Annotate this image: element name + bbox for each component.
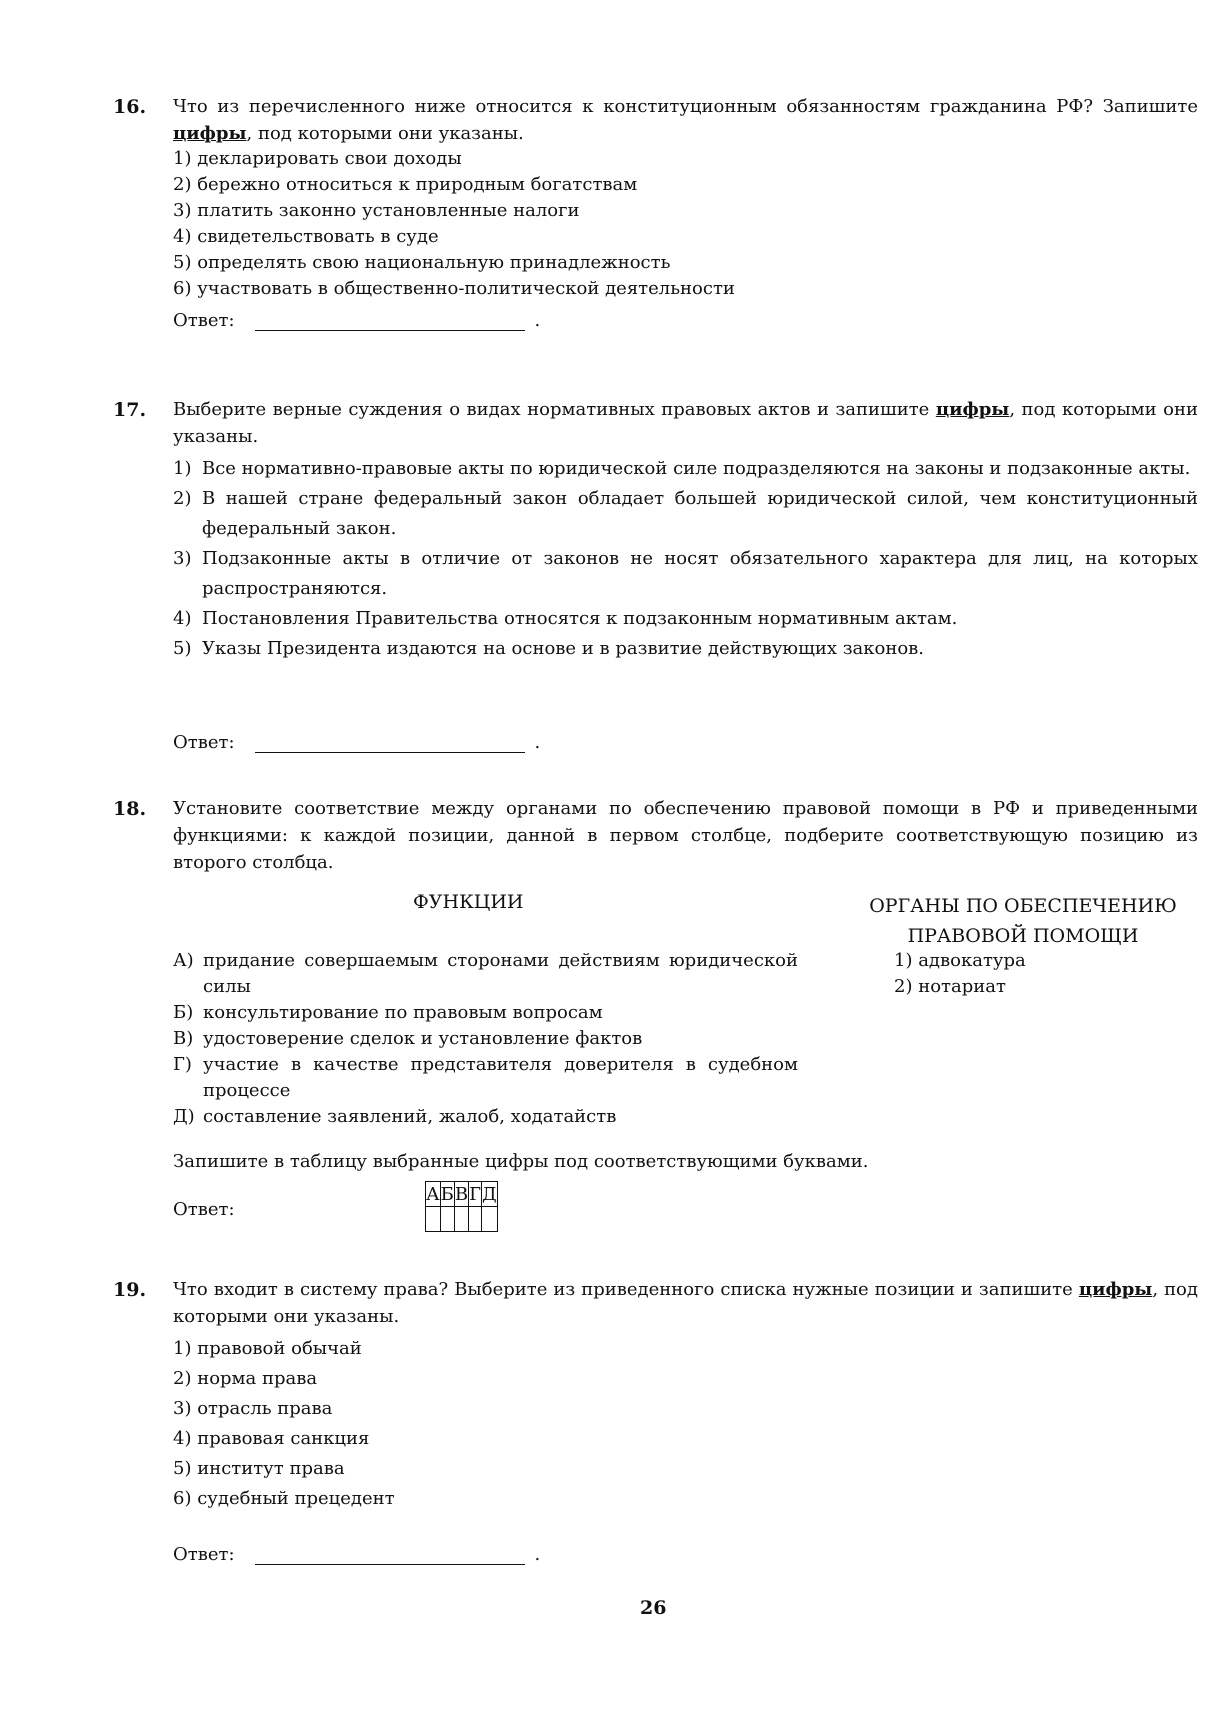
functions-header: ФУНКЦИИ: [413, 891, 524, 913]
emphasis-digits: цифры: [1078, 1279, 1153, 1300]
answer-row: Ответ: .: [173, 732, 541, 753]
organs-header: ОРГАНЫ ПО ОБЕСПЕЧЕНИЮ ПРАВОВОЙ ПОМОЩИ: [869, 895, 1177, 947]
list-item: 5) определять свою национальную принадлежность: [173, 252, 671, 273]
list-item: Б) консультирование по правовым вопросам: [173, 1002, 603, 1023]
table-header: Г: [469, 1183, 482, 1205]
list-item: 5) институт права: [173, 1458, 345, 1479]
functions-list: [173, 948, 798, 1130]
emphasis-digits: цифры: [935, 399, 1010, 420]
list-item: 2) норма права: [173, 1368, 318, 1389]
list-item: 3) платить законно установленные налоги: [173, 200, 580, 221]
table-header: В: [454, 1183, 469, 1205]
answer-row: Ответ: .: [173, 1544, 541, 1565]
answer-label: Ответ:: [173, 1544, 235, 1565]
list-item: 4) свидетельствовать в суде: [173, 226, 439, 247]
question-text: Что из перечисленного ниже относится к конституционным обязанностям гражданина РФ? Запишите цифры, под которыми они указаны.: [173, 96, 1198, 144]
list-item: 1) правовой обычай: [173, 1338, 362, 1359]
options-list: [173, 454, 1198, 664]
answer-row: Ответ: .: [173, 310, 541, 331]
answer-label: Ответ:: [173, 310, 235, 331]
list-item: В) удостоверение сделок и установление фактов: [173, 1028, 643, 1049]
question-number: 19.: [113, 1279, 147, 1301]
table-header: А: [426, 1183, 440, 1205]
options-list: [173, 146, 1198, 302]
list-item: 1) Все нормативно-правовые акты по юридической силе подразделяются на законы и подзаконные акты.: [173, 458, 1191, 479]
answer-label: Ответ:: [173, 1199, 235, 1220]
answer-cell[interactable]: [454, 1207, 468, 1232]
page-number: 26: [640, 1597, 667, 1619]
answer-cell[interactable]: [469, 1207, 482, 1232]
list-item: А) придание совершаемым сторонами действиям юридической силы: [173, 950, 798, 997]
list-item: 2) бережно относиться к природным богатствам: [173, 174, 638, 195]
answer-input[interactable]: [255, 1544, 525, 1565]
instruction-text: Запишите в таблицу выбранные цифры под соответствующими буквами.: [173, 1151, 869, 1172]
list-item: 4) правовая санкция: [173, 1428, 370, 1449]
list-item: 6) участвовать в общественно-политической деятельности: [173, 278, 735, 299]
list-item: 5) Указы Президента издаются на основе и в развитие действующих законов.: [173, 638, 925, 659]
list-item: 4) Постановления Правительства относятся к подзаконным нормативным актам.: [173, 608, 958, 629]
list-item: 1) декларировать свои доходы: [173, 148, 462, 169]
list-item: 3) Подзаконные акты в отличие от законов не носят обязательного характера для лиц, на которых распространяются.: [173, 548, 1198, 599]
answer-input[interactable]: [255, 310, 525, 331]
answer-table: [425, 1181, 498, 1232]
question-number: 16.: [113, 96, 147, 118]
question-number: 18.: [113, 798, 147, 820]
list-item: 3) отрасль права: [173, 1398, 333, 1419]
answer-cell[interactable]: [426, 1207, 441, 1232]
organs-list: [894, 948, 1026, 1000]
question-text: Что входит в систему права? Выберите из приведенного списка нужные позиции и запишите цифры, под которыми они указаны.: [173, 1279, 1198, 1327]
question-text: Выберите верные суждения о видах нормативных правовых актов и запишите цифры, под которыми они указаны.: [173, 399, 1198, 447]
list-item: 6) судебный прецедент: [173, 1488, 395, 1509]
list-item: 1) адвокатура: [894, 950, 1026, 971]
table-header: Б: [440, 1183, 454, 1205]
list-item: 2) нотариат: [894, 976, 1006, 997]
emphasis-digits: цифры: [173, 123, 247, 144]
options-list: [173, 1334, 1198, 1514]
answer-cell[interactable]: [440, 1207, 454, 1232]
answer-input[interactable]: [255, 732, 525, 753]
answer-label: Ответ:: [173, 732, 235, 753]
question-text: Установите соответствие между органами по обеспечению правовой помощи в РФ и приведенными функциями: к каждой позиции, данной в первом столбце, подберите соответствующую позицию из второго столбца.: [173, 798, 1198, 873]
table-header: Д: [482, 1183, 497, 1205]
list-item: Г) участие в качестве представителя доверителя в судебном процессе: [173, 1054, 798, 1101]
list-item: Д) составление заявлений, жалоб, ходатайств: [173, 1106, 617, 1127]
answer-cell[interactable]: [482, 1207, 498, 1232]
list-item: 2) В нашей стране федеральный закон обладает большей юридической силой, чем конституционный федеральный закон.: [173, 488, 1198, 539]
question-number: 17.: [113, 399, 147, 421]
